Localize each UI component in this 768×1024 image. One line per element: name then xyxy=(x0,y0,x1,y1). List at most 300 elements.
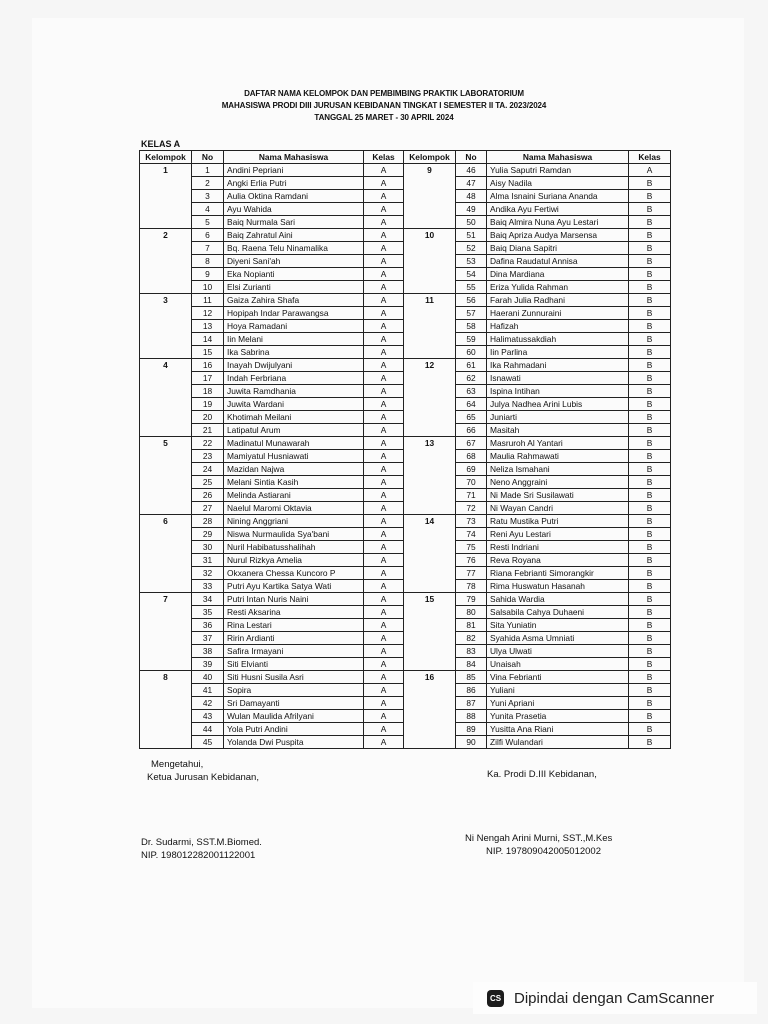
student-class-right: B xyxy=(629,281,671,294)
student-name: Khotimah Meilani xyxy=(224,411,364,424)
student-class: A xyxy=(364,216,404,229)
student-name: Andini Pepriani xyxy=(224,164,364,177)
student-name-right: Yusitta Ana Riani xyxy=(487,723,629,736)
student-no: 42 xyxy=(192,697,224,710)
student-name: Okxanera Chessa Kuncoro P xyxy=(224,567,364,580)
student-class: A xyxy=(364,593,404,606)
student-name-right: Yulia Saputri Ramdan xyxy=(487,164,629,177)
student-class: A xyxy=(364,372,404,385)
student-name-right: Andika Ayu Fertiwi xyxy=(487,203,629,216)
student-no: 44 xyxy=(192,723,224,736)
student-no-right: 69 xyxy=(456,463,487,476)
student-no-right: 56 xyxy=(456,294,487,307)
student-no: 45 xyxy=(192,736,224,749)
student-name: Rina Lestari xyxy=(224,619,364,632)
student-no: 3 xyxy=(192,190,224,203)
student-class-right: B xyxy=(629,320,671,333)
student-name: Iin Melani xyxy=(224,333,364,346)
student-class-right: B xyxy=(629,684,671,697)
kelas-label: KELAS A xyxy=(141,139,181,149)
group-number-right: 11 xyxy=(404,294,456,359)
student-no-right: 90 xyxy=(456,736,487,749)
student-name-right: Hafizah xyxy=(487,320,629,333)
student-no: 33 xyxy=(192,580,224,593)
student-no-right: 85 xyxy=(456,671,487,684)
student-name-right: Halimatussakdiah xyxy=(487,333,629,346)
student-name-right: Ulya Ulwati xyxy=(487,645,629,658)
student-class-right: B xyxy=(629,619,671,632)
student-name: Aulia Oktina Ramdani xyxy=(224,190,364,203)
student-name-right: Syahida Asma Umniati xyxy=(487,632,629,645)
student-class-right: B xyxy=(629,554,671,567)
student-name-right: Haerani Zunnuraini xyxy=(487,307,629,320)
student-no-right: 61 xyxy=(456,359,487,372)
student-class-right: B xyxy=(629,489,671,502)
student-no: 35 xyxy=(192,606,224,619)
sig-left-acknowledge: Mengetahui, xyxy=(151,759,204,770)
student-class: A xyxy=(364,424,404,437)
student-no: 4 xyxy=(192,203,224,216)
student-no: 21 xyxy=(192,424,224,437)
student-class-right: B xyxy=(629,567,671,580)
student-no-right: 66 xyxy=(456,424,487,437)
student-no: 31 xyxy=(192,554,224,567)
group-number: 6 xyxy=(140,515,192,593)
student-name: Melani Sintia Kasih xyxy=(224,476,364,489)
student-name-right: Ispina Intihan xyxy=(487,385,629,398)
student-class-right: B xyxy=(629,203,671,216)
student-class: A xyxy=(364,359,404,372)
student-no-right: 47 xyxy=(456,177,487,190)
student-name-right: Alma Isnaini Suriana Ananda xyxy=(487,190,629,203)
student-class-right: B xyxy=(629,190,671,203)
sig-right-nip: NIP. 197809042005012002 xyxy=(486,846,601,857)
student-name-right: Sahida Wardia xyxy=(487,593,629,606)
student-no: 13 xyxy=(192,320,224,333)
student-no: 32 xyxy=(192,567,224,580)
student-class: A xyxy=(364,242,404,255)
student-no-right: 72 xyxy=(456,502,487,515)
student-no: 29 xyxy=(192,528,224,541)
student-class: A xyxy=(364,450,404,463)
student-name-right: Dafina Raudatul Annisa xyxy=(487,255,629,268)
student-name: Putri Ayu Kartika Satya Wati xyxy=(224,580,364,593)
student-no: 30 xyxy=(192,541,224,554)
student-no-right: 86 xyxy=(456,684,487,697)
col-header-kelompok: Kelompok xyxy=(140,151,192,164)
student-no: 40 xyxy=(192,671,224,684)
student-name-right: Farah Julia Radhani xyxy=(487,294,629,307)
sig-left-title: Ketua Jurusan Kebidanan, xyxy=(147,772,259,783)
student-no-right: 46 xyxy=(456,164,487,177)
table-row xyxy=(140,593,671,606)
table-row xyxy=(140,164,671,177)
student-no-right: 67 xyxy=(456,437,487,450)
group-number: 7 xyxy=(140,593,192,671)
student-no-right: 82 xyxy=(456,632,487,645)
student-no: 12 xyxy=(192,307,224,320)
student-no: 41 xyxy=(192,684,224,697)
col-header-no-right: No xyxy=(456,151,487,164)
sig-left-nip: NIP. 198012282001122001 xyxy=(141,850,256,861)
student-no-right: 59 xyxy=(456,333,487,346)
student-no: 7 xyxy=(192,242,224,255)
student-class: A xyxy=(364,437,404,450)
student-name: Safira Irmayani xyxy=(224,645,364,658)
student-class-right: B xyxy=(629,632,671,645)
student-no: 15 xyxy=(192,346,224,359)
student-name: Hoya Ramadani xyxy=(224,320,364,333)
student-no-right: 75 xyxy=(456,541,487,554)
student-name-right: Ika Rahmadani xyxy=(487,359,629,372)
student-name: Siti Elvianti xyxy=(224,658,364,671)
student-no: 19 xyxy=(192,398,224,411)
table-row xyxy=(140,229,671,242)
camscanner-watermark xyxy=(473,982,757,1014)
student-class-right: B xyxy=(629,463,671,476)
student-name: Elsi Zurianti xyxy=(224,281,364,294)
student-no-right: 71 xyxy=(456,489,487,502)
student-no-right: 58 xyxy=(456,320,487,333)
student-name-right: Isnawati xyxy=(487,372,629,385)
student-class-right: B xyxy=(629,515,671,528)
student-no: 26 xyxy=(192,489,224,502)
student-name-right: Reni Ayu Lestari xyxy=(487,528,629,541)
student-no: 11 xyxy=(192,294,224,307)
student-name-right: Riana Febrianti Simorangkir xyxy=(487,567,629,580)
student-no: 10 xyxy=(192,281,224,294)
student-class: A xyxy=(364,203,404,216)
student-no-right: 76 xyxy=(456,554,487,567)
student-class-right: B xyxy=(629,268,671,281)
student-name: Nining Anggriani xyxy=(224,515,364,528)
student-no-right: 55 xyxy=(456,281,487,294)
student-class-right: B xyxy=(629,580,671,593)
student-class: A xyxy=(364,554,404,567)
table-row xyxy=(140,294,671,307)
student-name: Yolanda Dwi Puspita xyxy=(224,736,364,749)
camscanner-text: Dipindai dengan CamScanner xyxy=(514,989,715,1007)
student-name-right: Neno Anggraini xyxy=(487,476,629,489)
student-no-right: 87 xyxy=(456,697,487,710)
student-class-right: B xyxy=(629,671,671,684)
student-no-right: 48 xyxy=(456,190,487,203)
student-no: 2 xyxy=(192,177,224,190)
student-class-right: B xyxy=(629,710,671,723)
student-no-right: 68 xyxy=(456,450,487,463)
student-name: Ayu Wahida xyxy=(224,203,364,216)
student-class: A xyxy=(364,502,404,515)
student-no: 34 xyxy=(192,593,224,606)
student-class: A xyxy=(364,710,404,723)
student-name-right: Baiq Apriza Audya Marsensa xyxy=(487,229,629,242)
student-class: A xyxy=(364,515,404,528)
student-name: Madinatul Munawarah xyxy=(224,437,364,450)
student-no-right: 51 xyxy=(456,229,487,242)
group-number: 1 xyxy=(140,164,192,229)
col-header-nama: Nama Mahasiswa xyxy=(224,151,364,164)
student-class: A xyxy=(364,463,404,476)
student-class-right: B xyxy=(629,606,671,619)
student-name: Sri Damayanti xyxy=(224,697,364,710)
student-class-right: B xyxy=(629,216,671,229)
student-class: A xyxy=(364,723,404,736)
student-class-right: B xyxy=(629,307,671,320)
sig-left-name: Dr. Sudarmi, SST.M.Biomed. xyxy=(141,837,262,848)
group-number: 2 xyxy=(140,229,192,294)
table-row xyxy=(140,671,671,684)
student-class: A xyxy=(364,411,404,424)
student-no-right: 52 xyxy=(456,242,487,255)
student-name-right: Yuni Apriani xyxy=(487,697,629,710)
student-name-right: Yunita Prasetia xyxy=(487,710,629,723)
student-class: A xyxy=(364,294,404,307)
student-name: Putri Intan Nuris Naini xyxy=(224,593,364,606)
student-no: 9 xyxy=(192,268,224,281)
student-class-right: B xyxy=(629,333,671,346)
student-class-right: B xyxy=(629,346,671,359)
student-name-right: Sita Yuniatin xyxy=(487,619,629,632)
student-no: 1 xyxy=(192,164,224,177)
student-class: A xyxy=(364,346,404,359)
student-name: Diyeni Sani'ah xyxy=(224,255,364,268)
student-class: A xyxy=(364,255,404,268)
student-class: A xyxy=(364,385,404,398)
student-no: 17 xyxy=(192,372,224,385)
student-name-right: Baiq Almira Nuna Ayu Lestari xyxy=(487,216,629,229)
student-name: Mamiyatul Husniawati xyxy=(224,450,364,463)
student-no-right: 88 xyxy=(456,710,487,723)
student-no-right: 74 xyxy=(456,528,487,541)
student-name-right: Yuliani xyxy=(487,684,629,697)
student-name: Hopipah Indar Parawangsa xyxy=(224,307,364,320)
col-header-kelas-right: Kelas xyxy=(629,151,671,164)
student-class-right: B xyxy=(629,736,671,749)
student-class: A xyxy=(364,476,404,489)
student-name-right: Ni Wayan Candri xyxy=(487,502,629,515)
student-class: A xyxy=(364,190,404,203)
student-no-right: 80 xyxy=(456,606,487,619)
student-name: Inayah Dwijulyani xyxy=(224,359,364,372)
student-no: 28 xyxy=(192,515,224,528)
student-no-right: 79 xyxy=(456,593,487,606)
student-no-right: 89 xyxy=(456,723,487,736)
group-number-right: 13 xyxy=(404,437,456,515)
student-name: Resti Aksarina xyxy=(224,606,364,619)
student-no: 23 xyxy=(192,450,224,463)
group-number: 8 xyxy=(140,671,192,749)
table-row xyxy=(140,437,671,450)
student-class: A xyxy=(364,697,404,710)
student-name: Naelul Maromi Oktavia xyxy=(224,502,364,515)
student-class-right: B xyxy=(629,372,671,385)
student-class: A xyxy=(364,398,404,411)
table-header-row xyxy=(140,151,671,164)
group-number: 3 xyxy=(140,294,192,359)
student-name: Bq. Raena Telu Ninamalika xyxy=(224,242,364,255)
student-name: Juwita Ramdhania xyxy=(224,385,364,398)
col-header-nama-right: Nama Mahasiswa xyxy=(487,151,629,164)
student-class-right: B xyxy=(629,723,671,736)
student-no: 36 xyxy=(192,619,224,632)
student-no-right: 78 xyxy=(456,580,487,593)
student-no: 22 xyxy=(192,437,224,450)
student-no: 37 xyxy=(192,632,224,645)
student-class: A xyxy=(364,619,404,632)
student-name-right: Iin Parlina xyxy=(487,346,629,359)
group-number: 4 xyxy=(140,359,192,437)
student-class-right: B xyxy=(629,177,671,190)
student-no: 5 xyxy=(192,216,224,229)
doc-title-line-1: DAFTAR NAMA KELOMPOK DAN PEMBIMBING PRAKTIK LABORATORIUM xyxy=(244,89,524,98)
student-no-right: 49 xyxy=(456,203,487,216)
student-class-right: B xyxy=(629,398,671,411)
student-class: A xyxy=(364,489,404,502)
group-number-right: 15 xyxy=(404,593,456,671)
student-class-right: B xyxy=(629,697,671,710)
student-class: A xyxy=(364,268,404,281)
student-name-right: Julya Nadhea Arini Lubis xyxy=(487,398,629,411)
student-class: A xyxy=(364,658,404,671)
student-name: Siti Husni Susila Asri xyxy=(224,671,364,684)
student-name: Gaiza Zahira Shafa xyxy=(224,294,364,307)
student-class-right: B xyxy=(629,645,671,658)
student-class-right: B xyxy=(629,294,671,307)
student-class-right: B xyxy=(629,359,671,372)
student-name: Eka Nopianti xyxy=(224,268,364,281)
student-class: A xyxy=(364,606,404,619)
student-class-right: B xyxy=(629,476,671,489)
student-class: A xyxy=(364,567,404,580)
student-name-right: Unaisah xyxy=(487,658,629,671)
student-name: Nurul Rizkya Amelia xyxy=(224,554,364,567)
student-class-right: B xyxy=(629,411,671,424)
student-class: A xyxy=(364,177,404,190)
student-no-right: 57 xyxy=(456,307,487,320)
student-name-right: Eriza Yulida Rahman xyxy=(487,281,629,294)
student-class-right: B xyxy=(629,658,671,671)
student-no: 25 xyxy=(192,476,224,489)
col-header-no: No xyxy=(192,151,224,164)
student-name-right: Masruroh Al Yantari xyxy=(487,437,629,450)
student-no: 38 xyxy=(192,645,224,658)
student-no: 43 xyxy=(192,710,224,723)
col-header-kelompok-right: Kelompok xyxy=(404,151,456,164)
group-number-right: 9 xyxy=(404,164,456,229)
student-class: A xyxy=(364,736,404,749)
student-no: 6 xyxy=(192,229,224,242)
student-class-right: B xyxy=(629,424,671,437)
student-name-right: Neliza Ismahani xyxy=(487,463,629,476)
student-name-right: Zilfi Wulandari xyxy=(487,736,629,749)
student-name: Juwita Wardani xyxy=(224,398,364,411)
student-name-right: Ratu Mustika Putri xyxy=(487,515,629,528)
student-no: 14 xyxy=(192,333,224,346)
student-no-right: 54 xyxy=(456,268,487,281)
student-name: Latipatul Arum xyxy=(224,424,364,437)
student-no-right: 64 xyxy=(456,398,487,411)
student-no-right: 62 xyxy=(456,372,487,385)
student-class: A xyxy=(364,671,404,684)
student-class: A xyxy=(364,528,404,541)
group-roster-table xyxy=(139,150,671,749)
student-name: Niswa Nurmaulida Sya'bani xyxy=(224,528,364,541)
sig-right-title: Ka. Prodi D.III Kebidanan, xyxy=(487,769,597,780)
student-class: A xyxy=(364,333,404,346)
student-no: 16 xyxy=(192,359,224,372)
student-name-right: Maulia Rahmawati xyxy=(487,450,629,463)
student-class-right: B xyxy=(629,541,671,554)
group-number: 5 xyxy=(140,437,192,515)
student-name: Mazidan Najwa xyxy=(224,463,364,476)
student-class: A xyxy=(364,307,404,320)
student-name: Sopira xyxy=(224,684,364,697)
student-name-right: Reva Royana xyxy=(487,554,629,567)
group-number-right: 10 xyxy=(404,229,456,294)
student-class: A xyxy=(364,684,404,697)
student-name-right: Juniarti xyxy=(487,411,629,424)
student-class-right: B xyxy=(629,593,671,606)
group-number-right: 16 xyxy=(404,671,456,749)
student-no: 8 xyxy=(192,255,224,268)
doc-title-line-3: TANGGAL 25 MARET - 30 APRIL 2024 xyxy=(314,113,454,122)
student-no-right: 60 xyxy=(456,346,487,359)
student-name: Yola Putri Andini xyxy=(224,723,364,736)
student-no-right: 50 xyxy=(456,216,487,229)
student-name-right: Aisy Nadila xyxy=(487,177,629,190)
student-no-right: 73 xyxy=(456,515,487,528)
student-class-right: B xyxy=(629,255,671,268)
student-name-right: Resti Indriani xyxy=(487,541,629,554)
student-class-right: B xyxy=(629,229,671,242)
student-name: Ika Sabrina xyxy=(224,346,364,359)
student-no: 27 xyxy=(192,502,224,515)
student-no: 20 xyxy=(192,411,224,424)
table-row xyxy=(140,359,671,372)
student-class-right: B xyxy=(629,242,671,255)
student-class: A xyxy=(364,580,404,593)
student-class: A xyxy=(364,229,404,242)
student-class-right: B xyxy=(629,385,671,398)
student-class: A xyxy=(364,632,404,645)
student-no-right: 70 xyxy=(456,476,487,489)
sig-right-name: Ni Nengah Arini Murni, SST.,M.Kes xyxy=(465,833,613,844)
student-class: A xyxy=(364,320,404,333)
student-no-right: 53 xyxy=(456,255,487,268)
student-class: A xyxy=(364,281,404,294)
student-no-right: 65 xyxy=(456,411,487,424)
student-name: Baiq Nurmala Sari xyxy=(224,216,364,229)
student-no-right: 81 xyxy=(456,619,487,632)
student-name-right: Vina Febrianti xyxy=(487,671,629,684)
student-name-right: Dina Mardiana xyxy=(487,268,629,281)
student-no: 39 xyxy=(192,658,224,671)
student-no-right: 77 xyxy=(456,567,487,580)
student-name: Baiq Zahratul Aini xyxy=(224,229,364,242)
col-header-kelas: Kelas xyxy=(364,151,404,164)
student-class-right: A xyxy=(629,164,671,177)
student-no-right: 84 xyxy=(456,658,487,671)
camscanner-logo-icon: CS xyxy=(487,990,504,1007)
student-no: 18 xyxy=(192,385,224,398)
student-name-right: Masitah xyxy=(487,424,629,437)
student-no: 24 xyxy=(192,463,224,476)
group-number-right: 12 xyxy=(404,359,456,437)
group-number-right: 14 xyxy=(404,515,456,593)
student-name: Melinda Astiarani xyxy=(224,489,364,502)
student-class: A xyxy=(364,541,404,554)
student-class-right: B xyxy=(629,437,671,450)
